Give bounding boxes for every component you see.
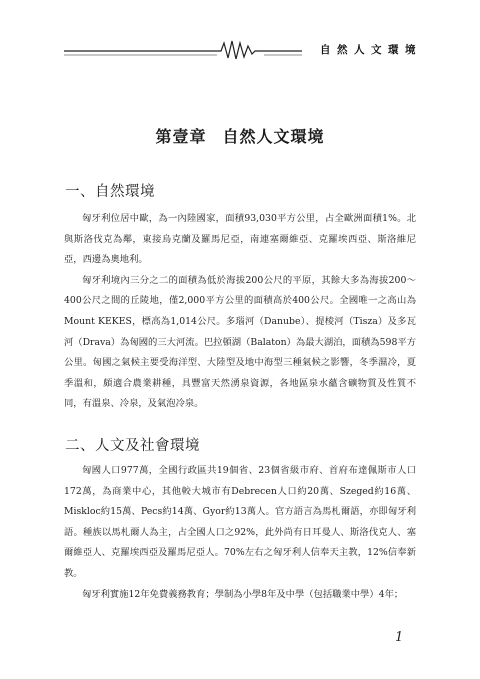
- section-body-humanities-society: [64, 461, 416, 605]
- chapter-number: 第壹章: [155, 127, 207, 146]
- chapter-title: [0, 124, 480, 147]
- running-header: [64, 38, 422, 60]
- paragraph: 匈國人口977萬，全國行政區共19個省、23個省級市府、首府布達佩斯市人口172萬，為商業中心，其他較大城市有Debrecen人口約20萬、Szeged約16萬、Miskloc約15萬、Pecs約14萬、Gyor約13萬人。官方語言為馬札爾語，亦即匈牙利語。種族以馬札爾人為主，占全國人口之92%，此外尚有日耳曼人、斯洛伐克人、塞爾維亞人、克羅埃西亞及羅馬尼亞人。70%左右之匈牙利人信奉天主教，12%信奉新教。: [64, 465, 416, 579]
- paragraph: 匈牙利位居中歐，為一內陸國家，面積93,030平方公里，占全歐洲面積1%。北與斯洛伐克為鄰，東接烏克蘭及羅馬尼亞，南連塞爾維亞、克羅埃西亞、斯洛維尼亞，西邊為奧地利。: [64, 213, 416, 266]
- page-number: 1: [395, 630, 404, 645]
- section-heading-natural-environment: 一、自然環境: [65, 184, 155, 200]
- section-body-natural-environment: [64, 209, 416, 415]
- paragraph: 匈牙利境內三分之二的面積為低於海拔200公尺的平原，其餘大多為海拔200～400公尺之間的丘陵地，僅2,000平方公里的面積高於400公尺。全國唯一之高山為Mount KEKES，標高為1,014公尺。多瑙河（Danube）、提棱河（Tisza）及多瓦河（Drava）為匈國的三大河流。巴拉頓湖（Balaton）為最大湖泊，面積為598平方公里。匈國之氣候主要受海洋型、大陸型及地中海型三種氣候之影響，冬季濕冷，夏季溫和，頗適合農業耕種，具豐富天然湧泉資源，各地區泉水蘊含礦物質及性質不同，有溫泉、冷泉，及氣泡冷泉。: [64, 274, 416, 410]
- chapter-name: 自然人文環境: [222, 127, 325, 146]
- running-header-title: 自然人文環境: [320, 44, 422, 56]
- paragraph: 匈牙利實施12年免費義務教育；學制為小學8年及中學（包括職業中學）4年；: [82, 588, 404, 600]
- section-heading-humanities-society: 二、人文及社會環境: [65, 438, 200, 454]
